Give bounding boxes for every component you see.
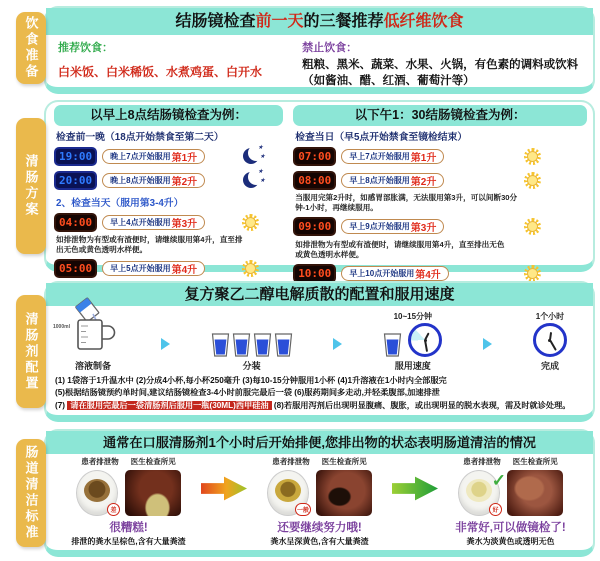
dose-text: 晚上8点开始服用 [110,175,171,185]
cup-volume-label: 1000ml [53,324,70,330]
digital-clock: 05:00 [54,259,97,278]
checkmark-icon [492,471,506,491]
sidebar-tab-label: 肠道清洁标准 [23,445,39,541]
measuring-cup-icon [53,298,120,357]
recommended-items: 白米饭、白米稀饭、水煮鸡蛋、白开水 [58,65,263,79]
sidebar-tab-solution-prep [16,295,46,408]
clock-icon [408,323,442,357]
dose-pill [102,261,205,276]
endoscopy-image [507,470,563,516]
endoscopy-image [316,470,372,516]
clock-icon [533,323,567,357]
grade-caption: 非常好,可以做镜检了! [455,522,566,534]
section-prep-plan [0,100,600,281]
sidebar-tab-cleanliness [16,439,46,547]
schedule-row [293,217,587,236]
dose-amount: 第3升 [410,223,437,234]
grade-badge: 差 [107,503,120,516]
schedule-row [54,147,283,166]
excreta-label: 患者排泄物 [81,457,119,466]
dose-amount: 第2升 [171,176,198,188]
plan-afternoon-exam [293,105,587,281]
grade-desc: 粪水呈深黄色,含有大量粪渣 [270,537,369,546]
sidebar-tab-diet-prep [16,12,46,84]
plan-right-note1: 当服用完第2升时，如感胃部胀满，无法服用第3升，可以间断30分钟-1小时，再继续服用。 [295,193,518,213]
dose-pill [341,173,444,188]
grade-caption: 很糟糕! [109,522,148,534]
note7-prefix: (7) [55,400,68,410]
schedule-row [293,264,587,283]
dose-text: 早上7点开始服用 [349,151,410,161]
section-cleanliness [0,429,600,557]
grade-desc: 粪水为淡黄色或透明无色 [466,537,555,546]
sun-icon [242,214,259,231]
plan-left-step2: 2、检查当天（服用第3-4升） [56,198,184,209]
plan-right-header: 以下午1：30结肠镜检查为例： [293,105,587,126]
dose-text: 早上10点开始服用 [349,268,415,278]
sun-icon [242,260,259,277]
prep-note-line1: (1) 1袋溶于1升温水中 (2)分成4小杯,每小杯250毫升 (3)每10-15分钟服用1小杯 (4)1升溶液在1小时内全部服完 [55,376,447,385]
dose-pill [102,173,205,188]
title-run: 的三餐推荐 [303,13,384,30]
progress-arrow-icon [392,475,438,502]
dose-pill [102,149,205,164]
section-solution-prep [0,281,600,422]
doctor-view-label: 医生检查所见 [321,457,367,466]
dose-amount: 第4升 [415,269,441,281]
prep-note-line3 [55,400,585,412]
plan-morning-exam [54,105,283,276]
recommended-foods [58,39,288,89]
moon-icon [243,172,259,188]
grade-medium [247,456,392,547]
schedule-row [54,259,283,278]
sun-icon [524,172,541,189]
dose-text: 早上9点开始服用 [349,222,410,231]
note8-text: (8)若服用泻剂后出现明显腹痛、腹胀，或出现明显的脱水表现，需及时就诊处理。 [271,400,571,410]
digital-clock: 19:00 [54,147,97,166]
grade-caption: 还要继续努力哦! [277,522,362,534]
arrow-right-icon [333,338,342,350]
grade-badge: 一般 [295,503,311,516]
cleanliness-title: 通常在口服清肠剂1个小时后开始排便,您排出物的状态表明肠道清洁的情况 [46,431,593,454]
toilet-image [76,470,118,516]
schedule-row [54,171,283,190]
prep-plan-card [44,100,595,281]
plan-left-note: 如排泄物为有型或有渣便时，请继续服用第4升，直至排出无色或黄色透明水样便。 [56,235,243,255]
cup-icon [383,333,402,357]
step-drinking-speed [383,311,442,372]
title-run-red: 低纤维饮食 [383,13,464,30]
sidebar-tab-label: 饮食准备 [23,16,39,80]
section-diet-prep [0,6,600,94]
digital-clock: 07:00 [293,147,336,166]
forbidden-foods [302,39,581,89]
dose-text: 早上4点开始服用 [110,217,171,227]
progress-arrow-icon [201,475,247,502]
forbidden-label: 禁止饮食： [302,42,358,54]
prep-notes [46,372,593,412]
recommended-label: 推荐饮食： [58,42,113,54]
cups-icon [211,333,293,357]
grade-bad [56,456,201,547]
diet-title [46,8,593,35]
digital-clock: 04:00 [54,213,97,232]
toilet-image [267,470,309,516]
sun-icon [524,265,541,282]
schedule-row [293,171,587,190]
solution-prep-card [44,281,595,422]
duration-label: 1个小时 [535,312,565,321]
title-run: 结肠镜检查 [175,13,256,30]
endoscopy-image [125,470,181,516]
dose-text: 早上8点开始服用 [349,175,410,185]
doctor-view-label: 医生检查所见 [512,457,558,466]
prep-steps [46,306,593,372]
forbidden-items: 粗粮、黑米、蔬菜、水果、火锅，有色素的调料或饮料（如酱油、醋、红酒、葡萄汁等） [302,59,579,88]
dose-amount: 第2升 [410,176,437,188]
dose-amount: 第1升 [410,152,437,164]
grade-desc: 排泄的粪水呈棕色,含有大量粪渣 [71,537,186,546]
diet-prep-card [44,6,595,94]
sidebar-tab-label: 清肠方案 [23,154,39,218]
sun-icon [524,218,541,235]
schedule-row [54,213,283,232]
title-run-red: 前一天 [255,13,304,30]
dose-amount: 第3升 [171,218,198,230]
dose-amount: 第1升 [171,152,198,164]
duration-label: 10~15分钟 [393,312,433,321]
moon-icon [243,148,259,164]
dose-pill [102,215,205,230]
plan-right-note2: 如排泄物为有型或有渣便时，请继续服用第4升，直至排出无色或黄色透明水样便。 [295,239,505,259]
dose-pill [341,266,448,281]
step-label: 服用速度 [394,361,431,371]
dose-amount: 第4升 [171,265,198,276]
schedule-row [293,147,587,166]
step-label: 溶液制备 [74,361,111,371]
digital-clock: 08:00 [293,171,336,190]
plan-left-step1: 检查前一晚（18点开始禁食至第二天） [56,132,224,143]
step-solution-making [53,298,120,372]
dose-text: 早上5点开始服用 [110,264,171,273]
doctor-view-label: 医生检查所见 [130,457,176,466]
toilet-image [458,470,500,516]
grade-badge: 好 [489,503,502,516]
dose-text: 晚上7点开始服用 [110,151,171,161]
step-label: 分装 [242,361,261,371]
digital-clock: 20:00 [54,171,97,190]
sun-icon [524,148,541,165]
grade-good [438,456,583,547]
dose-pill [341,149,444,164]
digital-clock: 09:00 [293,217,336,236]
step-finish [533,311,567,372]
excreta-label: 患者排泄物 [463,457,501,466]
prep-note-line2: (5)根据结肠镜预约单时间,建议结肠镜检查3-4小时前服完最后一袋 (6)服药期间多走动,并轻柔腹部,加速排泄 [55,388,440,398]
step-label: 完成 [540,361,559,371]
arrow-right-icon [161,338,170,350]
digital-clock: 10:00 [293,264,336,283]
plan-right-step1: 检查当日（早5点开始禁食至镜检结束） [295,132,468,143]
solution-prep-title: 复方聚乙二醇电解质散的配置和服用速度 [46,283,593,306]
plan-left-header: 以早上8点结肠镜检查为例： [54,105,283,126]
sidebar-tab-label: 清肠剂配置 [23,311,39,392]
sidebar-tab-prep-plan [16,118,46,254]
arrow-right-icon [483,338,492,350]
dose-pill [341,219,444,234]
excreta-label: 患者排泄物 [272,457,310,466]
note7-highlight: 请在服用完最后一袋清肠剂后服用一瓶(30ML)西甲硅油 [67,401,271,410]
step-dividing [211,333,293,372]
cleanliness-card [44,429,595,557]
